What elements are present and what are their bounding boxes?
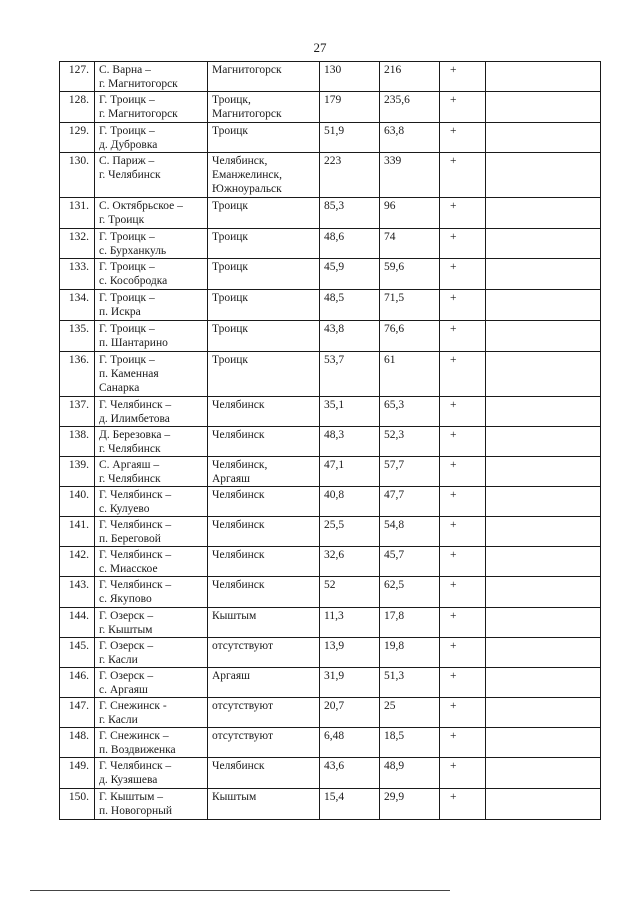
route-mark: + <box>440 198 486 229</box>
empty-cell <box>486 577 601 608</box>
route-name: Г. Челябинск – д. Илимбетова <box>95 397 208 427</box>
route-value-2: 17,8 <box>380 608 440 638</box>
route-mark: + <box>440 62 486 92</box>
table-row <box>60 547 601 577</box>
table-row <box>60 457 601 487</box>
route-name: Г. Троицк – г. Магнитогорск <box>95 92 208 123</box>
empty-cell <box>486 397 601 427</box>
route-name: Г. Троицк – д. Дубровка <box>95 123 208 153</box>
route-value-1: 53,7 <box>320 352 380 397</box>
table-row <box>60 321 601 352</box>
table-row <box>60 92 601 123</box>
route-value-1: 45,9 <box>320 259 380 290</box>
route-cities: Троицк <box>208 321 320 352</box>
route-value-2: 76,6 <box>380 321 440 352</box>
page-number: 27 <box>313 40 327 55</box>
table-row <box>60 123 601 153</box>
table-row <box>60 229 601 259</box>
route-value-1: 40,8 <box>320 487 380 517</box>
row-number: 131. <box>60 198 95 229</box>
route-cities: Магнитогорск <box>208 62 320 92</box>
table-row <box>60 427 601 457</box>
route-cities: Троицк <box>208 259 320 290</box>
row-number: 145. <box>60 638 95 668</box>
route-mark: + <box>440 638 486 668</box>
route-name: Г. Троицк – п. Каменная Санарка <box>95 352 208 397</box>
route-cities: Кыштым <box>208 608 320 638</box>
row-number: 137. <box>60 397 95 427</box>
route-value-1: 48,6 <box>320 229 380 259</box>
route-value-2: 59,6 <box>380 259 440 290</box>
route-mark: + <box>440 427 486 457</box>
row-number: 132. <box>60 229 95 259</box>
table-row <box>60 789 601 820</box>
empty-cell <box>486 153 601 198</box>
route-name: Г. Челябинск – с. Миасское <box>95 547 208 577</box>
table-row <box>60 198 601 229</box>
route-name: Г. Троицк – п. Искра <box>95 290 208 321</box>
route-name: Г. Озерск – г. Касли <box>95 638 208 668</box>
route-value-1: 15,4 <box>320 789 380 820</box>
empty-cell <box>486 457 601 487</box>
route-cities: Троицк, Магнитогорск <box>208 92 320 123</box>
route-value-2: 54,8 <box>380 517 440 547</box>
row-number: 144. <box>60 608 95 638</box>
route-cities: Аргаяш <box>208 668 320 698</box>
row-number: 139. <box>60 457 95 487</box>
route-value-2: 74 <box>380 229 440 259</box>
row-number: 141. <box>60 517 95 547</box>
route-value-1: 48,5 <box>320 290 380 321</box>
route-name: Г. Челябинск – с. Якупово <box>95 577 208 608</box>
route-value-1: 11,3 <box>320 608 380 638</box>
route-name: Г. Троицк – с. Кособродка <box>95 259 208 290</box>
route-name: Г. Челябинск – п. Береговой <box>95 517 208 547</box>
route-value-2: 48,9 <box>380 758 440 789</box>
route-value-1: 6,48 <box>320 728 380 758</box>
route-value-2: 71,5 <box>380 290 440 321</box>
table-row <box>60 397 601 427</box>
route-value-1: 43,6 <box>320 758 380 789</box>
empty-cell <box>486 487 601 517</box>
route-mark: + <box>440 321 486 352</box>
table-row <box>60 153 601 198</box>
row-number: 136. <box>60 352 95 397</box>
route-mark: + <box>440 457 486 487</box>
route-value-1: 48,3 <box>320 427 380 457</box>
route-value-1: 32,6 <box>320 547 380 577</box>
route-mark: + <box>440 352 486 397</box>
route-cities: Челябинск <box>208 427 320 457</box>
route-name: С. Октябрьское – г. Троицк <box>95 198 208 229</box>
routes-table-body <box>60 62 601 820</box>
route-name: С. Аргаяш – г. Челябинск <box>95 457 208 487</box>
route-name: Г. Троицк – п. Шантарино <box>95 321 208 352</box>
empty-cell <box>486 259 601 290</box>
route-name: Д. Березовка – г. Челябинск <box>95 427 208 457</box>
route-value-2: 51,3 <box>380 668 440 698</box>
empty-cell <box>486 728 601 758</box>
empty-cell <box>486 427 601 457</box>
route-mark: + <box>440 698 486 728</box>
route-cities: Троицк <box>208 123 320 153</box>
route-name: Г. Озерск – с. Аргаяш <box>95 668 208 698</box>
row-number: 128. <box>60 92 95 123</box>
empty-cell <box>486 547 601 577</box>
row-number: 130. <box>60 153 95 198</box>
table-row <box>60 577 601 608</box>
empty-cell <box>486 608 601 638</box>
row-number: 142. <box>60 547 95 577</box>
row-number: 148. <box>60 728 95 758</box>
table-row <box>60 517 601 547</box>
route-mark: + <box>440 547 486 577</box>
empty-cell <box>486 758 601 789</box>
empty-cell <box>486 517 601 547</box>
table-row <box>60 698 601 728</box>
route-cities: отсутствуют <box>208 638 320 668</box>
row-number: 138. <box>60 427 95 457</box>
route-value-2: 57,7 <box>380 457 440 487</box>
table-row <box>60 352 601 397</box>
route-cities: Челябинск <box>208 758 320 789</box>
route-value-2: 339 <box>380 153 440 198</box>
route-value-2: 235,6 <box>380 92 440 123</box>
route-cities: отсутствуют <box>208 728 320 758</box>
route-cities: Троицк <box>208 198 320 229</box>
route-value-2: 65,3 <box>380 397 440 427</box>
empty-cell <box>486 321 601 352</box>
empty-cell <box>486 123 601 153</box>
route-cities: Кыштым <box>208 789 320 820</box>
route-cities: Троицк <box>208 352 320 397</box>
route-value-2: 19,8 <box>380 638 440 668</box>
route-mark: + <box>440 92 486 123</box>
empty-cell <box>486 638 601 668</box>
route-value-2: 25 <box>380 698 440 728</box>
route-mark: + <box>440 153 486 198</box>
route-value-1: 20,7 <box>320 698 380 728</box>
route-mark: + <box>440 229 486 259</box>
empty-cell <box>486 92 601 123</box>
route-name: Г. Озерск – г. Кыштым <box>95 608 208 638</box>
row-number: 149. <box>60 758 95 789</box>
route-value-2: 52,3 <box>380 427 440 457</box>
route-cities: Челябинск <box>208 517 320 547</box>
route-value-2: 18,5 <box>380 728 440 758</box>
route-value-1: 25,5 <box>320 517 380 547</box>
route-mark: + <box>440 608 486 638</box>
empty-cell <box>486 229 601 259</box>
table-row <box>60 259 601 290</box>
empty-cell <box>486 668 601 698</box>
route-cities: Троицк <box>208 290 320 321</box>
route-value-1: 223 <box>320 153 380 198</box>
route-value-1: 31,9 <box>320 668 380 698</box>
route-name: Г. Челябинск – с. Кулуево <box>95 487 208 517</box>
route-cities: отсутствуют <box>208 698 320 728</box>
table-row <box>60 608 601 638</box>
row-number: 150. <box>60 789 95 820</box>
route-mark: + <box>440 577 486 608</box>
route-name: Г. Снежинск – п. Воздвиженка <box>95 728 208 758</box>
route-value-2: 96 <box>380 198 440 229</box>
route-cities: Челябинск, Аргаяш <box>208 457 320 487</box>
empty-cell <box>486 352 601 397</box>
row-number: 129. <box>60 123 95 153</box>
route-cities: Челябинск <box>208 547 320 577</box>
route-mark: + <box>440 517 486 547</box>
table-row <box>60 758 601 789</box>
route-value-2: 62,5 <box>380 577 440 608</box>
row-number: 146. <box>60 668 95 698</box>
route-name: Г. Челябинск – д. Кузяшева <box>95 758 208 789</box>
route-value-1: 51,9 <box>320 123 380 153</box>
row-number: 127. <box>60 62 95 92</box>
empty-cell <box>486 62 601 92</box>
table-row <box>60 62 601 92</box>
route-name: Г. Кыштым – п. Новогорный <box>95 789 208 820</box>
route-value-2: 63,8 <box>380 123 440 153</box>
route-mark: + <box>440 758 486 789</box>
route-value-2: 216 <box>380 62 440 92</box>
empty-cell <box>486 698 601 728</box>
route-cities: Троицк <box>208 229 320 259</box>
route-mark: + <box>440 123 486 153</box>
route-value-1: 43,8 <box>320 321 380 352</box>
route-mark: + <box>440 487 486 517</box>
empty-cell <box>486 290 601 321</box>
route-value-2: 61 <box>380 352 440 397</box>
route-value-1: 52 <box>320 577 380 608</box>
route-mark: + <box>440 290 486 321</box>
row-number: 133. <box>60 259 95 290</box>
table-row <box>60 487 601 517</box>
row-number: 140. <box>60 487 95 517</box>
route-value-1: 85,3 <box>320 198 380 229</box>
route-name: С. Варна – г. Магнитогорск <box>95 62 208 92</box>
route-value-2: 45,7 <box>380 547 440 577</box>
row-number: 143. <box>60 577 95 608</box>
footer-divider <box>30 890 450 891</box>
table-row <box>60 668 601 698</box>
route-value-2: 29,9 <box>380 789 440 820</box>
route-value-1: 47,1 <box>320 457 380 487</box>
route-cities: Челябинск <box>208 397 320 427</box>
table-row <box>60 638 601 668</box>
route-value-1: 179 <box>320 92 380 123</box>
route-value-1: 35,1 <box>320 397 380 427</box>
route-cities: Челябинск <box>208 487 320 517</box>
row-number: 135. <box>60 321 95 352</box>
route-value-1: 13,9 <box>320 638 380 668</box>
route-cities: Челябинск, Еманжелинск, Южноуральск <box>208 153 320 198</box>
route-value-2: 47,7 <box>380 487 440 517</box>
route-mark: + <box>440 668 486 698</box>
route-mark: + <box>440 789 486 820</box>
route-name: С. Париж – г. Челябинск <box>95 153 208 198</box>
route-value-1: 130 <box>320 62 380 92</box>
route-name: Г. Снежинск - г. Касли <box>95 698 208 728</box>
row-number: 147. <box>60 698 95 728</box>
route-mark: + <box>440 728 486 758</box>
routes-table <box>59 61 601 820</box>
table-row <box>60 290 601 321</box>
route-cities: Челябинск <box>208 577 320 608</box>
empty-cell <box>486 198 601 229</box>
table-row <box>60 728 601 758</box>
row-number: 134. <box>60 290 95 321</box>
route-mark: + <box>440 397 486 427</box>
route-name: Г. Троицк – с. Бурханкуль <box>95 229 208 259</box>
route-mark: + <box>440 259 486 290</box>
empty-cell <box>486 789 601 820</box>
